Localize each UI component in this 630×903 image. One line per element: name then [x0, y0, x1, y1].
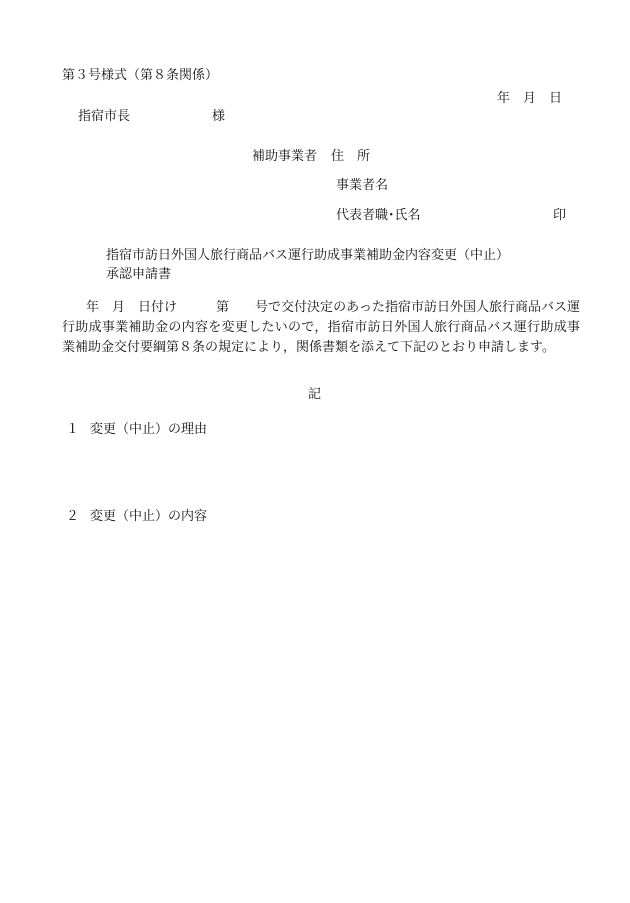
item-change-reason [66, 423, 207, 436]
item-label: 変更（中止）の理由 [90, 422, 208, 437]
applicant-address-label: 住 所 [331, 149, 371, 164]
applicant-representative-label: 代表者職･氏名 [336, 208, 421, 223]
applicant-group-label: 補助事業者 [252, 149, 318, 164]
item-label: 変更（中止）の内容 [90, 509, 208, 524]
item-change-content [66, 510, 207, 523]
applicant-address-row [252, 150, 370, 163]
item-number: １ [66, 422, 80, 437]
body-text: 年 月 日付け 第 号で交付決定のあった指宿市訪日外国人旅行商品バス運行助成事業補助金の内容を変更したいので，指宿市訪日外国人旅行商品バス運行助成事業補助金交付要綱第８条の規定により，関係書類を添えて下記のとおり申請します。 [62, 300, 580, 355]
form-number: 第３号様式（第８条関係） [62, 68, 219, 83]
applicant-business-name-label: 事業者名 [336, 178, 389, 193]
seal-mark: 印 [553, 208, 567, 223]
addressee-honorific: 様 [212, 109, 226, 124]
date-line: 年 月 日 [497, 91, 563, 106]
document-title-line-2: 承認申請書 [106, 267, 172, 282]
addressee-name: 指宿市長 [78, 109, 131, 124]
record-heading: 記 [308, 387, 322, 402]
item-number: ２ [66, 509, 80, 524]
addressee [78, 110, 225, 123]
document-title-line-1: 指宿市訪日外国人旅行商品バス運行助成事業補助金内容変更（中止） [106, 248, 510, 263]
